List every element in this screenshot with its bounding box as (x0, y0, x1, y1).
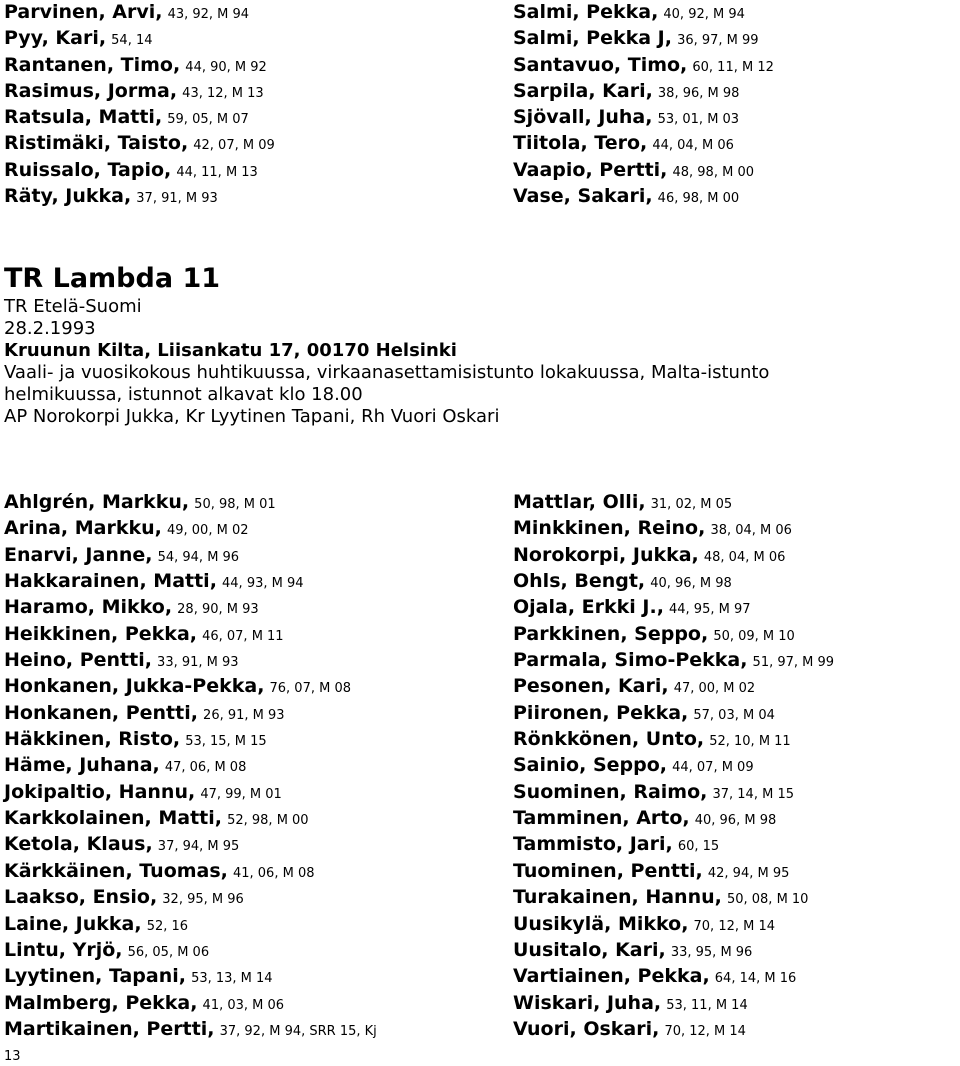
member-name: Lintu, Yrjö, (4, 938, 123, 961)
member-name: Laine, Jukka, (4, 912, 142, 935)
member-details: 44, 07, M 09 (672, 760, 754, 776)
member-entry (513, 1016, 834, 1042)
member-details: 53, 13, M 14 (191, 971, 273, 987)
member-entry (513, 779, 834, 805)
member-entry (4, 779, 377, 805)
member-entry (4, 489, 377, 515)
member-entry (513, 673, 834, 699)
member-name: Uusikylä, Mikko, (513, 912, 689, 935)
member-details: 36, 97, M 99 (677, 33, 759, 49)
member-entry (513, 594, 834, 620)
member-name: Ristimäki, Taisto, (4, 132, 189, 155)
member-entry (513, 726, 834, 752)
member-entry (513, 542, 834, 568)
member-name: Räty, Jukka, (4, 185, 132, 208)
member-name: Sjövall, Juha, (513, 106, 653, 129)
member-name: Häme, Juhana, (4, 754, 160, 777)
member-details: 54, 94, M 96 (157, 549, 240, 565)
member-details: 70, 12, M 14 (693, 918, 776, 934)
member-entry (4, 963, 377, 989)
lodge-title: TR Lambda 11 (4, 263, 221, 294)
member-entry (4, 542, 377, 568)
member-entry (4, 568, 377, 594)
member-entry (4, 78, 275, 104)
member-details: 44, 11, M 13 (176, 164, 258, 180)
member-name: Ketola, Klaus, (4, 833, 153, 856)
member-entry (4, 990, 377, 1016)
member-details: 52, 16 (146, 918, 189, 934)
member-name: Parmala, Simo-Pekka, (513, 649, 748, 672)
member-name: Turakainen, Hannu, (513, 886, 722, 909)
member-name: Laakso, Ensio, (4, 886, 158, 909)
member-name: Tuominen, Pentti, (513, 859, 703, 882)
member-name: Sainio, Seppo, (513, 754, 667, 777)
member-name: Minkkinen, Reino, (513, 517, 706, 540)
member-entry (4, 647, 377, 673)
member-details: 43, 92, M 94 (167, 7, 250, 22)
member-details: 40, 96, M 98 (694, 813, 777, 829)
member-name: Arina, Markku, (4, 517, 162, 540)
member-name: Salmi, Pekka, (513, 1, 659, 23)
member-name: Piironen, Pekka, (513, 701, 689, 724)
member-entry (4, 130, 275, 156)
member-entry (513, 489, 834, 515)
member-details: 44, 93, M 94 (222, 576, 304, 592)
member-details: 40, 92, M 94 (663, 7, 745, 22)
member-details: 46, 07, M 11 (202, 628, 284, 644)
member-details: 33, 91, M 93 (157, 655, 239, 671)
member-name: Heikkinen, Pekka, (4, 622, 197, 645)
member-entry (4, 1016, 377, 1042)
member-details: 60, 11, M 12 (692, 59, 774, 75)
member-name: Rantanen, Timo, (4, 53, 181, 76)
member-entry (4, 621, 377, 647)
member-details: 47, 99, M 01 (200, 786, 282, 802)
member-entry (513, 621, 834, 647)
member-list-top-right (513, 0, 774, 209)
member-name: Tamminen, Arto, (513, 807, 690, 830)
lodge-date: 28.2.1993 (4, 318, 96, 339)
member-entry (4, 52, 275, 78)
member-details: 44, 04, M 06 (652, 138, 734, 154)
member-name: Suominen, Raimo, (513, 780, 708, 803)
member-entry (4, 25, 275, 51)
member-name: Rasimus, Jorma, (4, 79, 178, 102)
member-entry (513, 78, 774, 104)
member-entry (513, 990, 834, 1016)
member-name: Pesonen, Kari, (513, 675, 669, 698)
member-details: 56, 05, M 06 (127, 944, 210, 960)
member-name: Vartiainen, Pekka, (513, 965, 710, 988)
member-name: Rönkkönen, Unto, (513, 728, 705, 751)
member-name: Lyytinen, Tapani, (4, 965, 186, 988)
member-entry (4, 937, 377, 963)
member-name: Vaapio, Pertti, (513, 158, 668, 181)
member-entry (513, 700, 834, 726)
member-entry (513, 568, 834, 594)
member-entry (4, 858, 377, 884)
member-name: Honkanen, Jukka-Pekka, (4, 675, 265, 698)
member-details: 41, 06, M 08 (232, 865, 315, 881)
member-name: Uusitalo, Kari, (513, 938, 666, 961)
member-name: Parkkinen, Seppo, (513, 622, 709, 645)
member-name: Salmi, Pekka J, (513, 27, 672, 50)
member-name: Ruissalo, Tapio, (4, 158, 172, 181)
member-details: 53, 01, M 03 (657, 112, 740, 128)
member-entry (513, 52, 774, 78)
member-details: 44, 95, M 97 (669, 602, 751, 618)
member-details: 37, 14, M 15 (712, 786, 794, 802)
member-details: 52, 10, M 11 (709, 734, 791, 750)
member-entry (513, 25, 774, 51)
member-entry (4, 805, 377, 831)
member-details: 37, 92, M 94, SRR 15, Kj (219, 1023, 377, 1039)
lodge-region: TR Etelä-Suomi (4, 296, 142, 317)
member-name: Enarvi, Janne, (4, 543, 153, 566)
member-name: Martikainen, Pertti, (4, 1017, 215, 1040)
member-name: Häkkinen, Risto, (4, 728, 181, 751)
member-entry (513, 515, 834, 541)
member-list-bottom-right (513, 489, 834, 1042)
member-details: 60, 15 (677, 839, 720, 855)
member-name: Ojala, Erkki J., (513, 596, 664, 619)
member-details: 38, 96, M 98 (657, 85, 740, 101)
member-entry (4, 831, 377, 857)
member-details: 76, 07, M 08 (269, 681, 352, 697)
member-details: 46, 98, M 00 (657, 191, 740, 207)
member-name: Norokorpi, Jukka, (513, 543, 699, 566)
member-name: Vuori, Oskari, (513, 1017, 660, 1040)
member-name: Mattlar, Olli, (513, 491, 646, 513)
member-name: Tiitola, Tero, (513, 132, 648, 155)
member-name: Heino, Pentti, (4, 649, 152, 672)
member-entry (513, 884, 834, 910)
member-entry (513, 183, 774, 209)
member-name: Ahlgrén, Markku, (4, 491, 190, 513)
member-entry (513, 937, 834, 963)
member-name: Haramo, Mikko, (4, 596, 173, 619)
member-entry (4, 752, 377, 778)
member-name: Malmberg, Pekka, (4, 991, 198, 1014)
member-entry (513, 130, 774, 156)
member-details: 53, 15, M 15 (185, 734, 267, 750)
member-name: Wiskari, Juha, (513, 991, 662, 1014)
member-details: 53, 11, M 14 (666, 997, 748, 1013)
member-details: 44, 90, M 92 (185, 59, 267, 75)
page-number: 13 (4, 1049, 21, 1064)
member-entry (513, 831, 834, 857)
member-details: 48, 04, M 06 (703, 549, 786, 565)
member-details: 41, 03, M 06 (202, 997, 285, 1013)
member-entry (4, 700, 377, 726)
member-details: 54, 14 (111, 33, 153, 49)
member-entry (513, 0, 774, 25)
lodge-address: Kruunun Kilta, Liisankatu 17, 00170 Helsinki (4, 340, 457, 361)
member-name: Karkkolainen, Matti, (4, 807, 222, 830)
member-details: 50, 08, M 10 (726, 892, 809, 908)
member-entry (4, 594, 377, 620)
member-list-bottom-left (4, 489, 377, 1042)
member-details: 49, 00, M 02 (166, 523, 249, 539)
member-entry (513, 858, 834, 884)
member-entry (513, 157, 774, 183)
member-name: Ohls, Bengt, (513, 570, 646, 593)
member-name: Honkanen, Pentti, (4, 701, 198, 724)
member-name: Ratsula, Matti, (4, 106, 163, 129)
member-details: 38, 04, M 06 (710, 523, 792, 539)
member-entry (4, 0, 275, 25)
member-name: Pyy, Kari, (4, 27, 107, 50)
member-details: 47, 00, M 02 (673, 681, 756, 697)
member-entry (4, 157, 275, 183)
member-details: 32, 95, M 96 (162, 892, 244, 908)
member-details: 42, 07, M 09 (193, 138, 275, 154)
member-details: 52, 98, M 00 (227, 813, 309, 829)
member-name: Kärkkäinen, Tuomas, (4, 859, 228, 882)
member-list-top-left (4, 0, 275, 209)
lodge-section (4, 262, 960, 428)
member-details: 50, 09, M 10 (713, 628, 795, 644)
member-entry (513, 805, 834, 831)
member-entry (513, 647, 834, 673)
member-details: 59, 05, M 07 (167, 112, 249, 128)
member-details: 40, 96, M 98 (650, 576, 732, 592)
member-details: 37, 94, M 95 (157, 839, 240, 855)
lodge-officers: AP Norokorpi Jukka, Kr Lyytinen Tapani, Rh Vuori Oskari (4, 406, 500, 427)
member-details: 48, 98, M 00 (672, 164, 754, 180)
member-details: 33, 95, M 96 (670, 944, 753, 960)
member-details: 43, 12, M 13 (182, 85, 264, 101)
member-entry (4, 911, 377, 937)
member-details: 47, 06, M 08 (164, 760, 247, 776)
member-name: Vase, Sakari, (513, 185, 653, 208)
member-entry (4, 884, 377, 910)
member-name: Jokipaltio, Hannu, (4, 780, 196, 803)
member-entry (4, 104, 275, 130)
member-details: 26, 91, M 93 (203, 707, 285, 723)
member-entry (4, 726, 377, 752)
member-name: Tammisto, Jari, (513, 833, 673, 856)
member-details: 37, 91, M 93 (136, 191, 218, 207)
lodge-meetings-line2: helmikuussa, istunnot alkavat klo 18.00 (4, 384, 363, 405)
member-name: Parvinen, Arvi, (4, 1, 163, 23)
member-details: 31, 02, M 05 (650, 497, 733, 512)
member-details: 57, 03, M 04 (693, 707, 775, 723)
member-details: 50, 98, M 01 (194, 497, 276, 512)
member-details: 64, 14, M 16 (714, 971, 797, 987)
member-entry (4, 673, 377, 699)
member-details: 51, 97, M 99 (752, 655, 835, 671)
member-entry (513, 104, 774, 130)
member-entry (513, 752, 834, 778)
member-details: 28, 90, M 93 (177, 602, 259, 618)
member-details: 42, 94, M 95 (707, 865, 790, 881)
member-entry (513, 963, 834, 989)
member-entry (4, 515, 377, 541)
member-entry (513, 911, 834, 937)
member-name: Sarpila, Kari, (513, 79, 653, 102)
member-details: 70, 12, M 14 (664, 1023, 746, 1039)
member-name: Santavuo, Timo, (513, 53, 688, 76)
member-entry (4, 183, 275, 209)
lodge-meetings-line1: Vaali- ja vuosikokous huhtikuussa, virkaanasettamisistunto lokakuussa, Malta-istunto (4, 362, 770, 383)
member-name: Hakkarainen, Matti, (4, 570, 217, 593)
